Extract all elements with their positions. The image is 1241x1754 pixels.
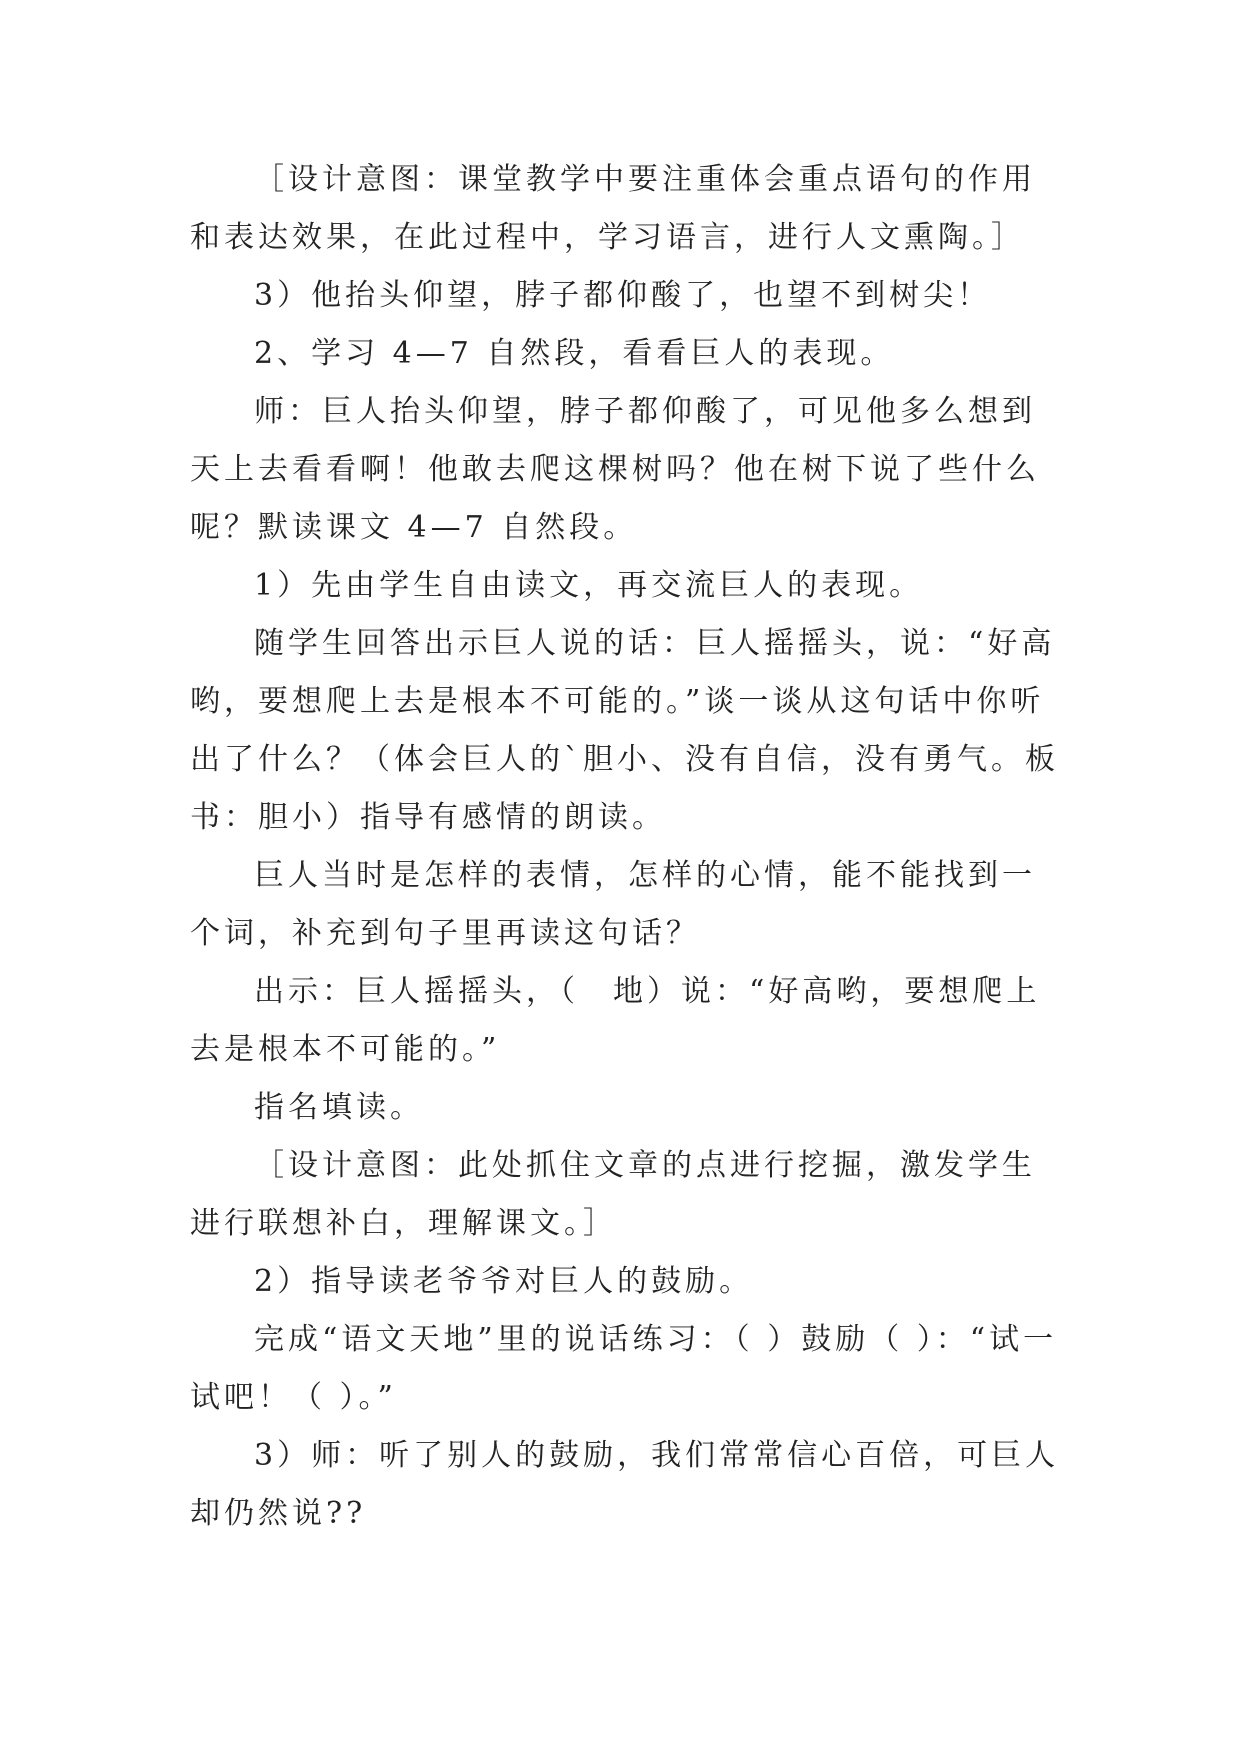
paragraph-speaking-practice: 完成“语文天地”里的说话练习：（ ）鼓励（ ）：“试一试吧！（ ）。” [190, 1322, 1058, 1415]
paragraph-step-1: 1）先由学生自由读文，再交流巨人的表现。 [254, 568, 924, 603]
paragraph-design-intent-1: ［设计意图：课堂教学中要注重体会重点语句的作用和表达效果，在此过程中，学习语言，进行人文熏陶。］ [190, 162, 1036, 255]
paragraph-giant-words: 随学生回答出示巨人说的话：巨人摇摇头，说：“好高哟，要想爬上去是根本不可能的。”谈一谈从这句话中你听出了什么？（体会巨人的`胆小、没有自信，没有勇气。板书：胆小）指导有感情的朗读。 [190, 626, 1059, 835]
paragraph-teacher-prompt: 师：巨人抬头仰望，脖子都仰酸了，可见他多么想到天上去看看啊！他敢去爬这棵树吗？他在树下说了些什么呢？默读课文 4—7 自然段。 [190, 394, 1040, 545]
paragraph-design-intent-2: ［设计意图：此处抓住文章的点进行挖掘，激发学生进行联想补白，理解课文。］ [190, 1148, 1036, 1241]
paragraph-section-2: 2、学习 4—7 自然段，看看巨人的表现。 [254, 336, 895, 371]
paragraph-step-3-teacher: 3）师：听了别人的鼓励，我们常常信心百倍，可巨人却仍然说?? [190, 1438, 1060, 1531]
paragraph-display-sentence: 出示：巨人摇摇头，（ 地）说：“好高哟，要想爬上去是根本不可能的。” [190, 974, 1041, 1067]
paragraph-step-3: 3）他抬头仰望，脖子都仰酸了，也望不到树尖！ [254, 278, 992, 313]
paragraph-giant-expression: 巨人当时是怎样的表情，怎样的心情，能不能找到一个词，补充到句子里再读这句话？ [190, 858, 1036, 951]
paragraph-step-2-encourage: 2）指导读老爷爷对巨人的鼓励。 [254, 1264, 754, 1299]
paragraph-fill-reading: 指名填读。 [254, 1090, 424, 1125]
document-body [190, 151, 1060, 1543]
